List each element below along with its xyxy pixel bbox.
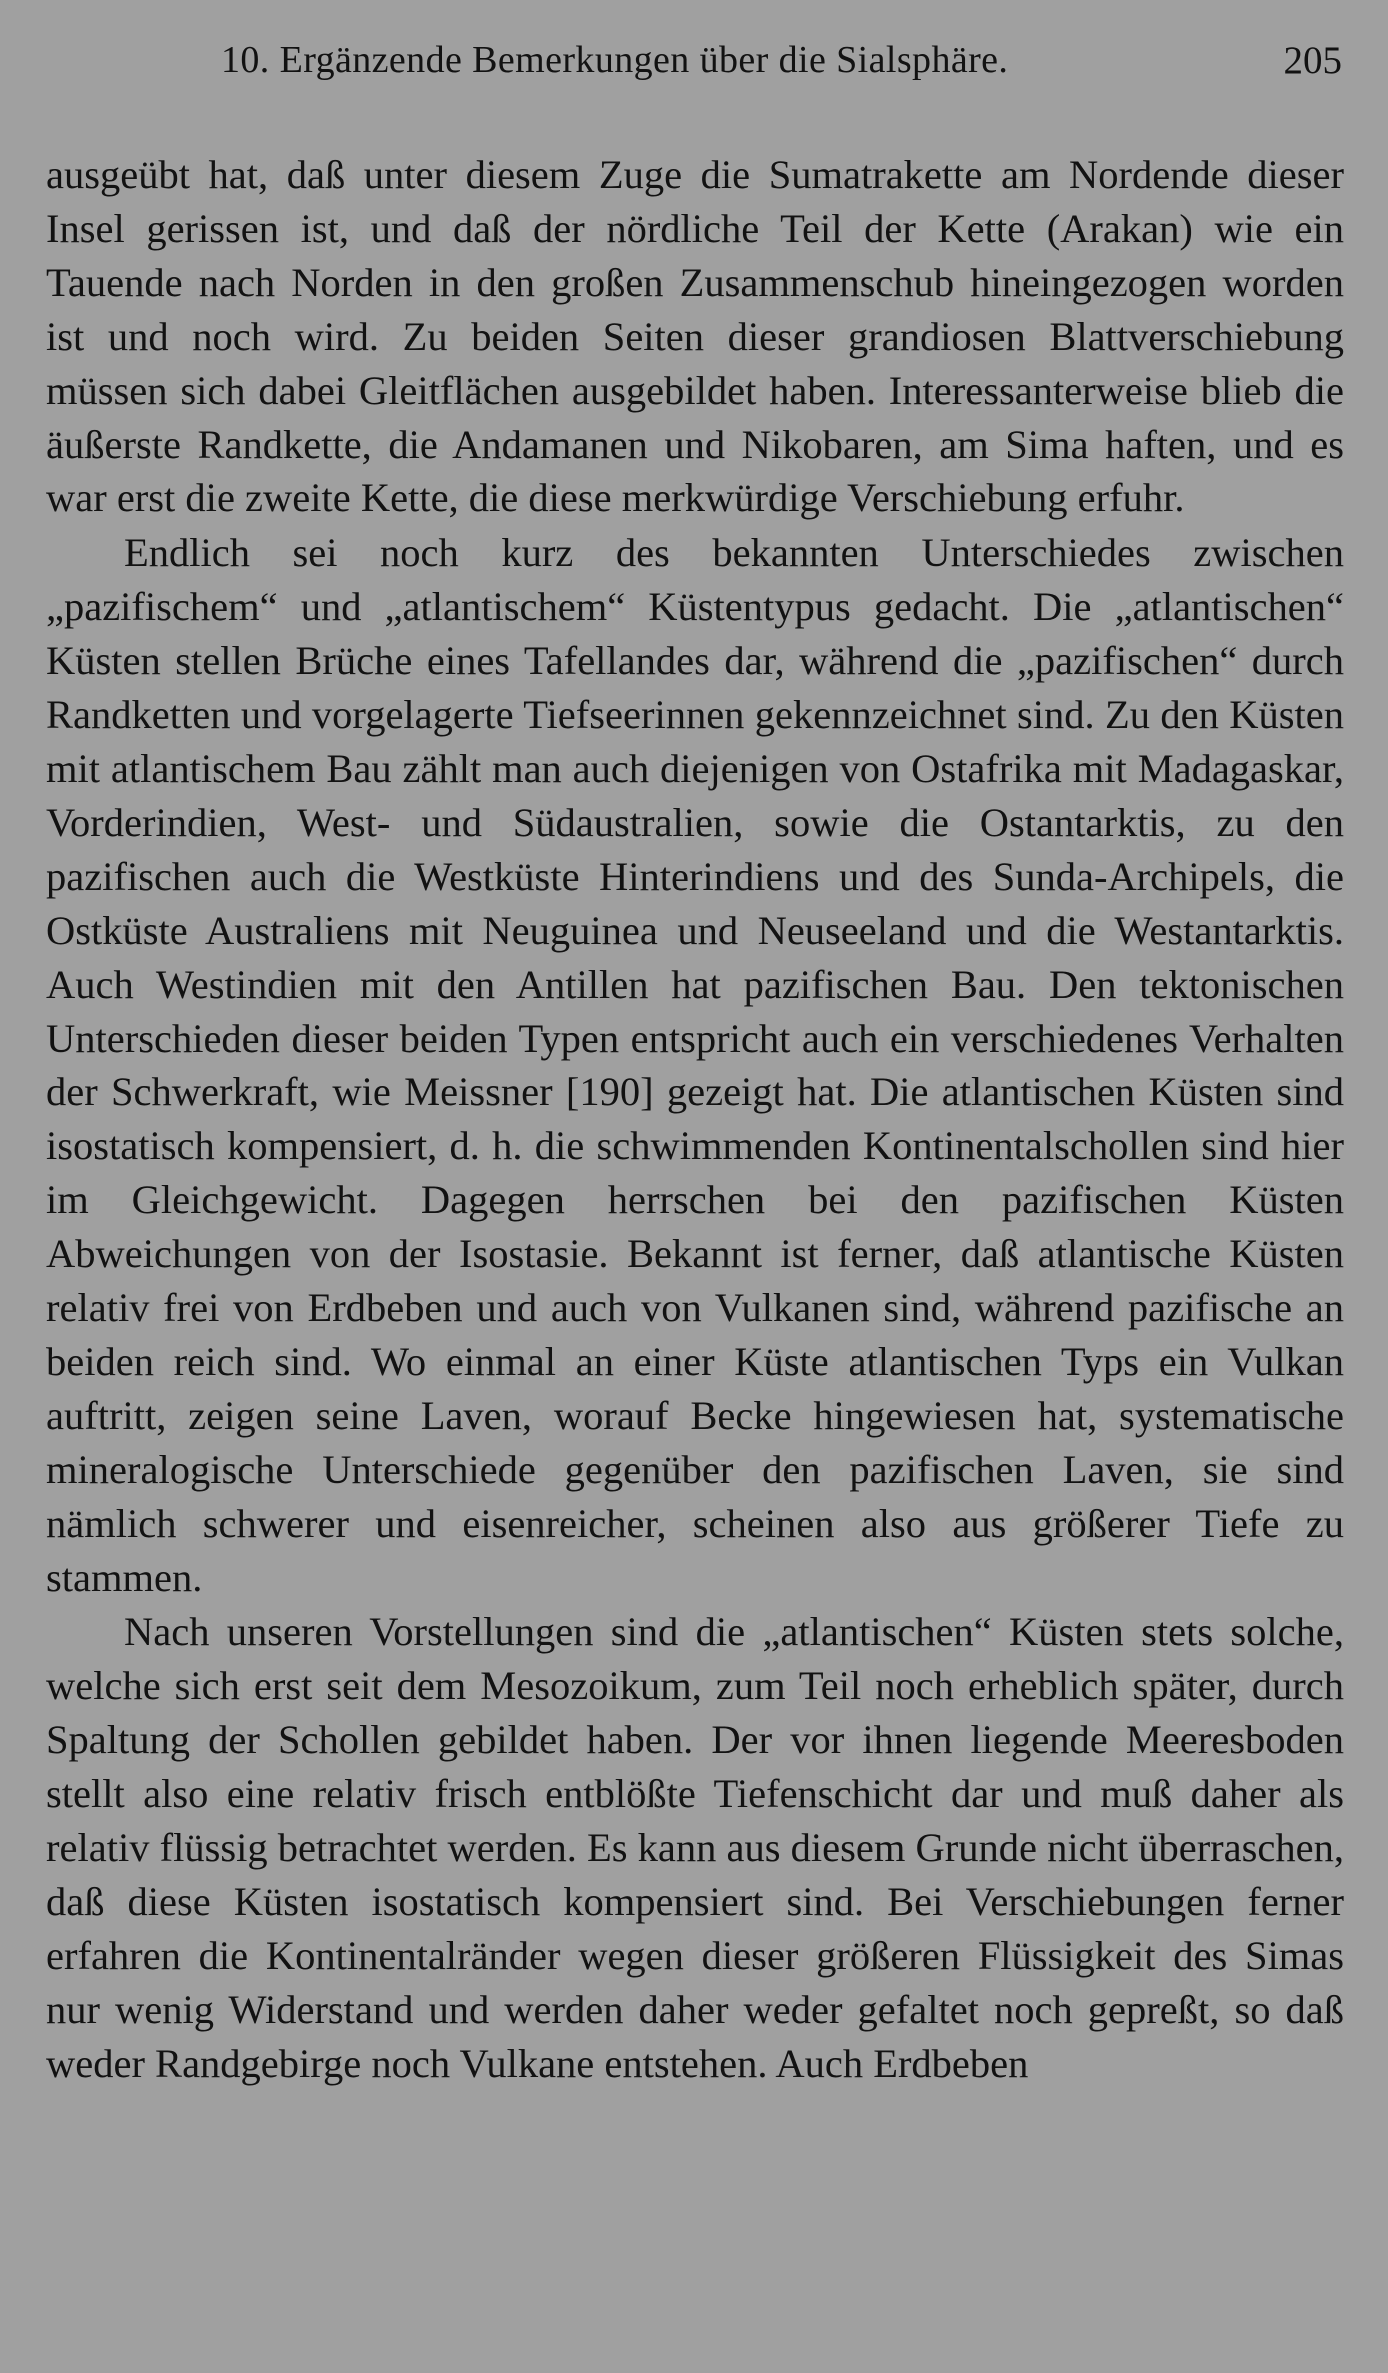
paragraph-continuation: ausgeübt hat, daß unter diesem Zuge die Sumatrakette am Nordende dieser Insel gerissen ist, und daß der nördliche Teil der Kette (Arakan) wie ein Tauende nach Norden in den großen Zusammenschub hineingezogen worden ist und noch wird. Zu beiden Seiten dieser grandiosen Blattverschiebung müssen sich dabei Gleitflächen ausgebildet haben. Interessanterweise blieb die äußerste Randkette, die Andamanen und Nikobaren, am Sima haften, und es war erst die zweite Kette, die diese merkwürdige Verschiebung erfuhr. bbox=[46, 152, 1344, 521]
body-text bbox=[46, 148, 1344, 2091]
running-head bbox=[46, 38, 1342, 98]
paragraph-coast-types: Endlich sei noch kurz des bekannten Unterschiedes zwischen „pazifischem“ und „atlantischem“ Küstentypus gedacht. Die „atlantischen“ Küsten stellen Brüche eines Tafellandes dar, während die „pazifischen“ durch Randketten und vorgelagerte Tiefseerinnen gekennzeichnet sind. Zu den Küsten mit atlantischem Bau zählt man auch diejenigen von Ostafrika mit Madagaskar, Vorderindien, West- und Südaustralien, sowie die Ostantarktis, zu den pazifischen auch die Westküste Hinterindiens und des Sunda-Archipels, die Ostküste Australiens mit Neuguinea und Neuseeland und die Westantarktis. Auch Westindien mit den Antillen hat pazifischen Bau. Den tektonischen Unterschieden dieser beiden Typen entspricht auch ein verschiedenes Verhalten der Schwerkraft, wie Meissner [190] gezeigt hat. Die atlantischen Küsten sind isostatisch kompensiert, d. h. die schwimmenden Kontinentalschollen sind hier im Gleichgewicht. Dagegen herrschen bei den pazifischen Küsten Abweichungen von der Isostasie. Bekannt ist ferner, daß atlantische Küsten relativ frei von Erdbeben und auch von Vulkanen sind, während pazifische an beiden reich sind. Wo einmal an einer Küste atlantischen Typs ein Vulkan auftritt, zeigen seine Laven, worauf Becke hingewiesen hat, systematische mineralogische Unterschiede gegenüber den pazifischen Laven, sie sind nämlich schwerer und eisenreicher, scheinen also aus größerer Tiefe zu stammen. bbox=[46, 530, 1344, 1600]
paragraph-atlantic-coasts: Nach unseren Vorstellungen sind die „atlantischen“ Küsten stets solche, welche sich erst seit dem Mesozoikum, zum Teil noch erheblich später, durch Spaltung der Schollen gebildet haben. Der vor ihnen liegende Meeresboden stellt also eine relativ frisch entblößte Tiefenschicht dar und muß daher als relativ flüssig betrachtet werden. Es kann aus diesem Grunde nicht überraschen, daß diese Küsten isostatisch kompensiert sind. Bei Verschiebungen ferner erfahren die Kontinentalränder wegen dieser größeren Flüssigkeit des Simas nur wenig Widerstand und werden daher weder gefaltet noch gepreßt, so daß weder Randgebirge noch Vulkane entstehen. Auch Erdbeben bbox=[46, 1609, 1344, 2086]
chapter-running-title: 10. Ergänzende Bemerkungen über die Sialsphäre. bbox=[221, 39, 1009, 81]
page-number: 205 bbox=[1283, 39, 1342, 82]
